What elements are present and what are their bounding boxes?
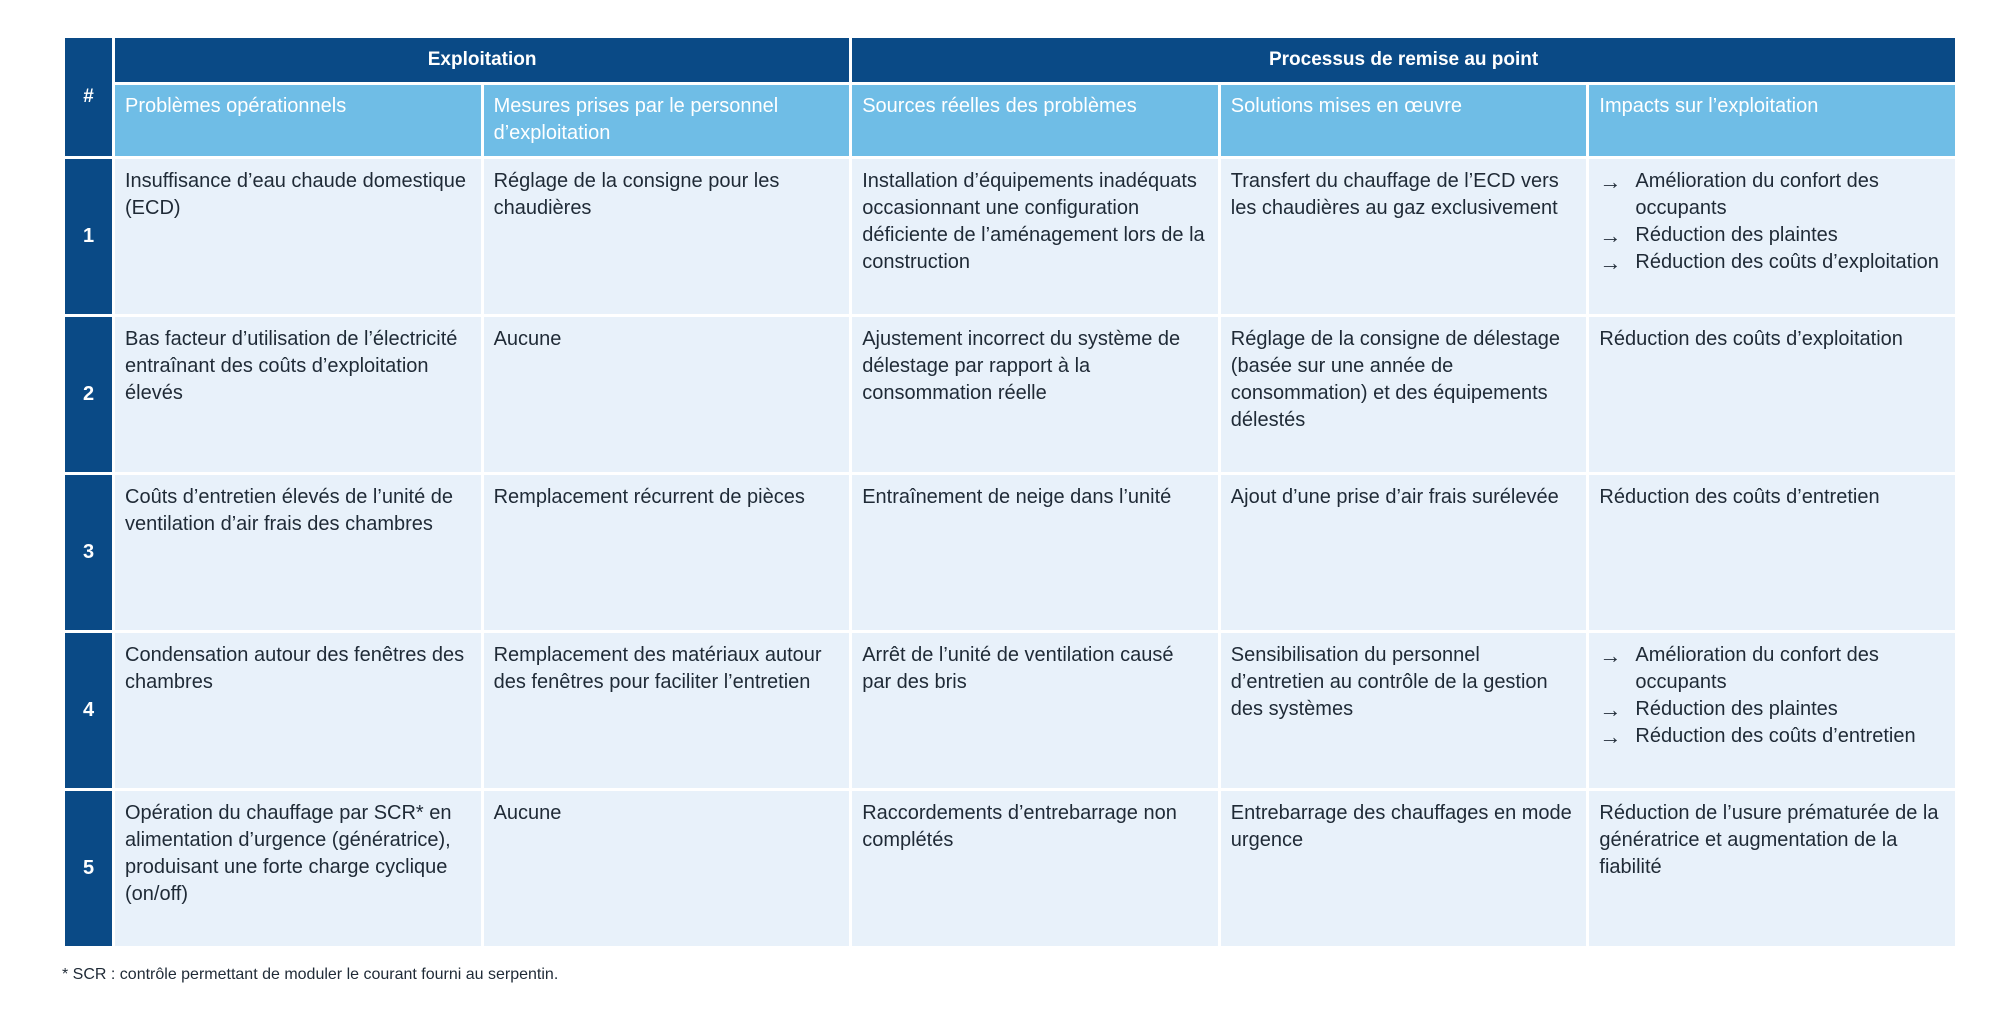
- impact-item: → Réduction des plaintes: [1599, 223, 1838, 248]
- impact-item: → Réduction des plaintes: [1599, 697, 1838, 722]
- cell-mesures: Remplacement récurrent de pièces: [482, 474, 851, 632]
- arrow-right-icon: →: [1599, 250, 1622, 275]
- cell-impacts: Réduction des coûts d’entretien: [1588, 474, 1957, 632]
- row-number: 1: [64, 158, 114, 316]
- impact-item: → Réduction des coûts d’exploitation: [1599, 250, 1939, 275]
- cell-probleme: Bas facteur d’utilisation de l’électricité entraînant des coûts d’exploitation élevés: [114, 316, 483, 474]
- cell-impacts: [1588, 158, 1957, 316]
- cell-impacts: Réduction de l’usure prématurée de la génératrice et augmentation de la fiabilité: [1588, 790, 1957, 948]
- impact-item: → Amélioration du confort des occupants: [1599, 168, 1945, 222]
- row-number: 3: [64, 474, 114, 632]
- table-row: [64, 316, 1957, 474]
- group-header-processus: Processus de remise au point: [851, 37, 1957, 84]
- table-row: [64, 158, 1957, 316]
- cell-mesures: Aucune: [482, 790, 851, 948]
- footnote: * SCR : contrôle permettant de moduler le courant fourni au serpentin.: [62, 966, 559, 983]
- cell-probleme: Coûts d’entretien élevés de l’unité de ventilation d’air frais des chambres: [114, 474, 483, 632]
- cell-probleme: Insuffisance d’eau chaude domestique (ECD): [114, 158, 483, 316]
- cell-probleme: Condensation autour des fenêtres des chambres: [114, 632, 483, 790]
- cell-probleme: Opération du chauffage par SCR* en alimentation d’urgence (génératrice), produisant une forte charge cyclique (on/off): [114, 790, 483, 948]
- commissioning-table: [62, 35, 1958, 949]
- cell-mesures: Aucune: [482, 316, 851, 474]
- cell-mesures: Réglage de la consigne pour les chaudières: [482, 158, 851, 316]
- table-row: [64, 474, 1957, 632]
- cell-sources: Entraînement de neige dans l’unité: [851, 474, 1220, 632]
- group-header-exploitation: Exploitation: [114, 37, 851, 84]
- row-number: 2: [64, 316, 114, 474]
- cell-sources: Arrêt de l’unité de ventilation causé par des bris: [851, 632, 1220, 790]
- table-row: [64, 632, 1957, 790]
- impact-item: → Réduction des coûts d’entretien: [1599, 724, 1916, 749]
- cell-solutions: Entrebarrage des chauffages en mode urgence: [1219, 790, 1588, 948]
- cell-solutions: Ajout d’une prise d’air frais surélevée: [1219, 474, 1588, 632]
- cell-solutions: Transfert du chauffage de l’ECD vers les chaudières au gaz exclusivement: [1219, 158, 1588, 316]
- row-number: 4: [64, 632, 114, 790]
- arrow-right-icon: →: [1599, 697, 1622, 722]
- impact-item: → Amélioration du confort des occupants: [1599, 642, 1945, 696]
- column-header-solutions: Solutions mises en œuvre: [1219, 84, 1588, 158]
- cell-impacts: [1588, 632, 1957, 790]
- cell-solutions: Réglage de la consigne de délestage (basée sur une année de consommation) et des équipements délestés: [1219, 316, 1588, 474]
- column-header-sources: Sources réelles des problèmes: [851, 84, 1220, 158]
- column-header-mesures: Mesures prises par le personnel d’exploitation: [482, 84, 851, 158]
- cell-impacts: Réduction des coûts d’exploitation: [1588, 316, 1957, 474]
- cell-sources: Installation d’équipements inadéquats occasionnant une configuration déficiente de l’aménagement lors de la construction: [851, 158, 1220, 316]
- number-column-header: #: [64, 37, 114, 158]
- cell-sources: Ajustement incorrect du système de délestage par rapport à la consommation réelle: [851, 316, 1220, 474]
- cell-sources: Raccordements d’entrebarrage non complétés: [851, 790, 1220, 948]
- arrow-right-icon: →: [1599, 169, 1622, 194]
- row-number: 5: [64, 790, 114, 948]
- column-header-problemes: Problèmes opérationnels: [114, 84, 483, 158]
- arrow-right-icon: →: [1599, 724, 1622, 749]
- cell-solutions: Sensibilisation du personnel d’entretien au contrôle de la gestion des systèmes: [1219, 632, 1588, 790]
- column-header-impacts: Impacts sur l’exploitation: [1588, 84, 1957, 158]
- table-row: [64, 790, 1957, 948]
- arrow-right-icon: →: [1599, 223, 1622, 248]
- cell-mesures: Remplacement des matériaux autour des fenêtres pour faciliter l’entretien: [482, 632, 851, 790]
- arrow-right-icon: →: [1599, 643, 1622, 668]
